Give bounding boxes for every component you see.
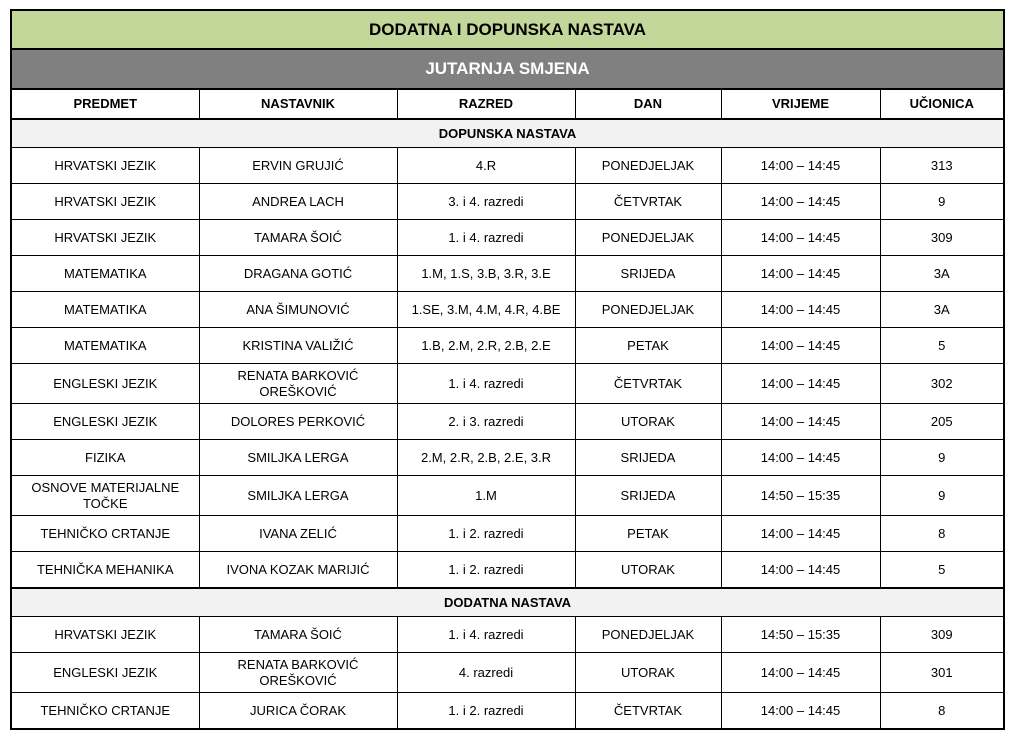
classroom-cell: 313 <box>880 148 1004 184</box>
class-cell: 1.B, 2.M, 2.R, 2.B, 2.E <box>397 328 575 364</box>
classroom-cell: 5 <box>880 552 1004 589</box>
time-cell: 14:00 – 14:45 <box>721 328 880 364</box>
classroom-cell: 302 <box>880 364 1004 404</box>
classroom-cell: 309 <box>880 617 1004 653</box>
subject-cell: MATEMATIKA <box>11 328 199 364</box>
subject-cell: HRVATSKI JEZIK <box>11 184 199 220</box>
subject-cell: ENGLESKI JEZIK <box>11 364 199 404</box>
time-cell: 14:00 – 14:45 <box>721 653 880 693</box>
subject-cell: FIZIKA <box>11 440 199 476</box>
subject-cell: HRVATSKI JEZIK <box>11 148 199 184</box>
classroom-cell: 9 <box>880 440 1004 476</box>
time-cell: 14:00 – 14:45 <box>721 552 880 589</box>
teacher-cell: KRISTINA VALIŽIĆ <box>199 328 397 364</box>
class-cell: 1.M <box>397 476 575 516</box>
table-title: DODATNA I DOPUNSKA NASTAVA <box>11 10 1004 49</box>
table-row <box>11 404 1004 440</box>
teacher-cell: RENATA BARKOVIĆ OREŠKOVIĆ <box>199 653 397 693</box>
column-header: UČIONICA <box>880 89 1004 119</box>
classroom-cell: 301 <box>880 653 1004 693</box>
subject-cell: ENGLESKI JEZIK <box>11 653 199 693</box>
subject-cell: TEHNIČKO CRTANJE <box>11 516 199 552</box>
day-cell: SRIJEDA <box>575 440 721 476</box>
day-cell: UTORAK <box>575 552 721 589</box>
teacher-cell: IVONA KOZAK MARIJIĆ <box>199 552 397 589</box>
classroom-cell: 8 <box>880 693 1004 730</box>
table-row <box>11 516 1004 552</box>
class-cell: 1.SE, 3.M, 4.M, 4.R, 4.BE <box>397 292 575 328</box>
table-row <box>11 693 1004 730</box>
day-cell: UTORAK <box>575 653 721 693</box>
teacher-cell: IVANA ZELIĆ <box>199 516 397 552</box>
day-cell: UTORAK <box>575 404 721 440</box>
column-header: VRIJEME <box>721 89 880 119</box>
table-row <box>11 256 1004 292</box>
table-row <box>11 653 1004 693</box>
subject-cell: HRVATSKI JEZIK <box>11 220 199 256</box>
table-row <box>11 328 1004 364</box>
table-row <box>11 148 1004 184</box>
time-cell: 14:00 – 14:45 <box>721 256 880 292</box>
table-row <box>11 220 1004 256</box>
class-cell: 1. i 2. razredi <box>397 516 575 552</box>
shift-title: JUTARNJA SMJENA <box>11 49 1004 89</box>
teacher-cell: SMILJKA LERGA <box>199 476 397 516</box>
table-row <box>11 184 1004 220</box>
class-cell: 1. i 2. razredi <box>397 552 575 589</box>
subject-cell: TEHNIČKA MEHANIKA <box>11 552 199 589</box>
subject-cell: HRVATSKI JEZIK <box>11 617 199 653</box>
table-row <box>11 292 1004 328</box>
column-header: NASTAVNIK <box>199 89 397 119</box>
teacher-cell: DOLORES PERKOVIĆ <box>199 404 397 440</box>
teacher-cell: DRAGANA GOTIĆ <box>199 256 397 292</box>
classroom-cell: 9 <box>880 476 1004 516</box>
table-row <box>11 476 1004 516</box>
day-cell: SRIJEDA <box>575 256 721 292</box>
day-cell: ČETVRTAK <box>575 184 721 220</box>
teacher-cell: TAMARA ŠOIĆ <box>199 220 397 256</box>
class-cell: 1.M, 1.S, 3.B, 3.R, 3.E <box>397 256 575 292</box>
subject-cell: MATEMATIKA <box>11 256 199 292</box>
classroom-cell: 309 <box>880 220 1004 256</box>
day-cell: PONEDJELJAK <box>575 148 721 184</box>
subject-cell: TEHNIČKO CRTANJE <box>11 693 199 730</box>
class-cell: 2. i 3. razredi <box>397 404 575 440</box>
column-header: RAZRED <box>397 89 575 119</box>
class-cell: 4.R <box>397 148 575 184</box>
class-cell: 2.M, 2.R, 2.B, 2.E, 3.R <box>397 440 575 476</box>
time-cell: 14:00 – 14:45 <box>721 404 880 440</box>
class-cell: 1. i 4. razredi <box>397 220 575 256</box>
time-cell: 14:00 – 14:45 <box>721 184 880 220</box>
day-cell: PONEDJELJAK <box>575 617 721 653</box>
day-cell: ČETVRTAK <box>575 693 721 730</box>
day-cell: PONEDJELJAK <box>575 292 721 328</box>
teacher-cell: ANA ŠIMUNOVIĆ <box>199 292 397 328</box>
classroom-cell: 3A <box>880 256 1004 292</box>
classroom-cell: 9 <box>880 184 1004 220</box>
teacher-cell: RENATA BARKOVIĆ OREŠKOVIĆ <box>199 364 397 404</box>
time-cell: 14:00 – 14:45 <box>721 516 880 552</box>
section-row <box>11 588 1004 617</box>
day-cell: SRIJEDA <box>575 476 721 516</box>
subject-cell: MATEMATIKA <box>11 292 199 328</box>
time-cell: 14:00 – 14:45 <box>721 364 880 404</box>
table-row <box>11 552 1004 589</box>
column-header: DAN <box>575 89 721 119</box>
classroom-cell: 8 <box>880 516 1004 552</box>
class-cell: 1. i 4. razredi <box>397 617 575 653</box>
day-cell: PETAK <box>575 328 721 364</box>
teacher-cell: ERVIN GRUJIĆ <box>199 148 397 184</box>
class-cell: 1. i 2. razredi <box>397 693 575 730</box>
time-cell: 14:00 – 14:45 <box>721 440 880 476</box>
teacher-cell: JURICA ČORAK <box>199 693 397 730</box>
day-cell: PONEDJELJAK <box>575 220 721 256</box>
day-cell: ČETVRTAK <box>575 364 721 404</box>
table-row <box>11 617 1004 653</box>
section-title: DOPUNSKA NASTAVA <box>11 119 1004 148</box>
time-cell: 14:50 – 15:35 <box>721 476 880 516</box>
header-row <box>11 89 1004 119</box>
teacher-cell: TAMARA ŠOIĆ <box>199 617 397 653</box>
section-row <box>11 119 1004 148</box>
class-cell: 4. razredi <box>397 653 575 693</box>
table-row <box>11 364 1004 404</box>
subject-cell: ENGLESKI JEZIK <box>11 404 199 440</box>
time-cell: 14:00 – 14:45 <box>721 220 880 256</box>
time-cell: 14:00 – 14:45 <box>721 693 880 730</box>
class-cell: 3. i 4. razredi <box>397 184 575 220</box>
section-title: DODATNA NASTAVA <box>11 588 1004 617</box>
teacher-cell: ANDREA LACH <box>199 184 397 220</box>
time-cell: 14:00 – 14:45 <box>721 292 880 328</box>
classroom-cell: 5 <box>880 328 1004 364</box>
day-cell: PETAK <box>575 516 721 552</box>
class-cell: 1. i 4. razredi <box>397 364 575 404</box>
subject-cell: OSNOVE MATERIJALNE TOČKE <box>11 476 199 516</box>
table-row <box>11 440 1004 476</box>
time-cell: 14:00 – 14:45 <box>721 148 880 184</box>
classroom-cell: 3A <box>880 292 1004 328</box>
schedule-table <box>10 9 1005 730</box>
teacher-cell: SMILJKA LERGA <box>199 440 397 476</box>
column-header: PREDMET <box>11 89 199 119</box>
classroom-cell: 205 <box>880 404 1004 440</box>
time-cell: 14:50 – 15:35 <box>721 617 880 653</box>
